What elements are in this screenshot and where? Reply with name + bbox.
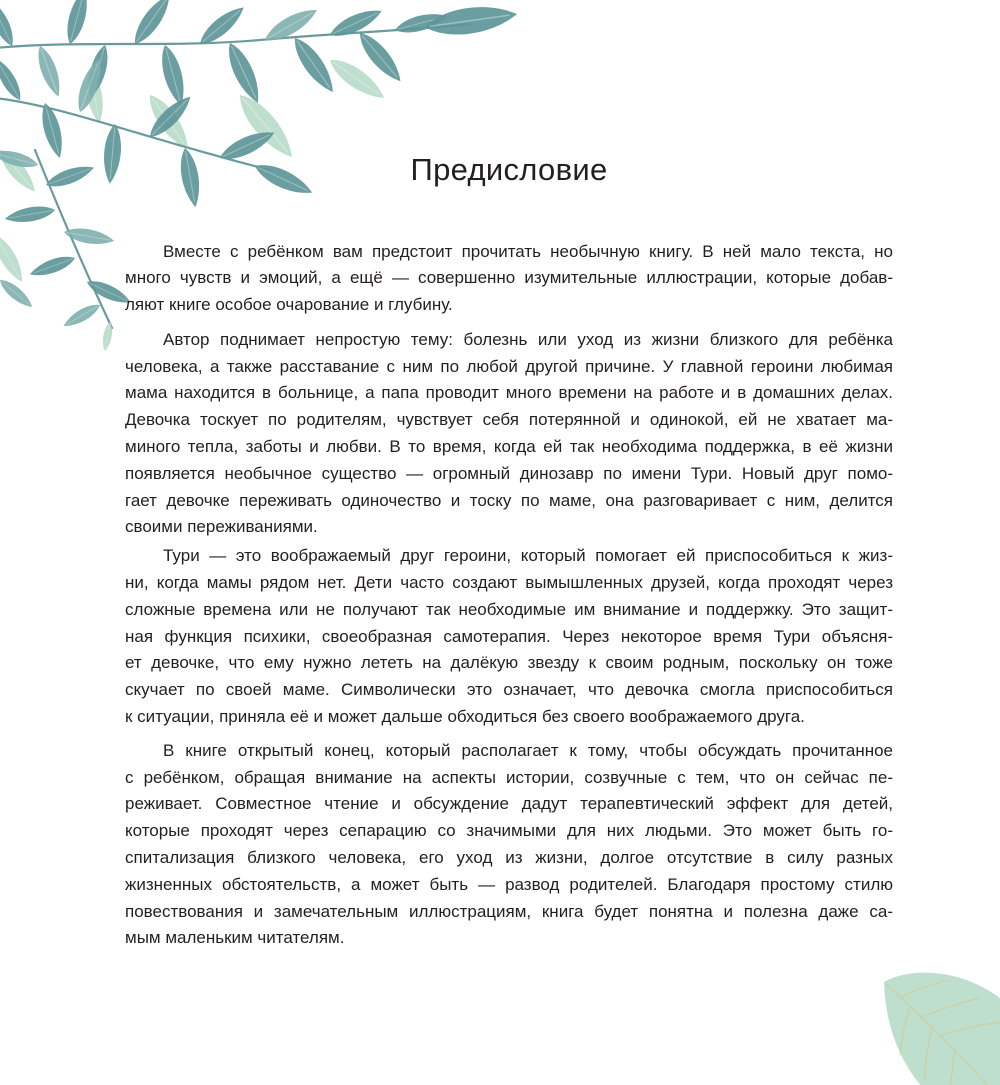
- text-line: жизненных обстоятельств, а может быть — развод родителей. Благодаря простому стилю: [125, 874, 893, 894]
- text-line: скучает по своей маме. Символически это означает, что девочка смогла приспособиться: [125, 680, 893, 700]
- text-line: появляется необычное существо — огромный динозавр по имени Тури. Новый друг помо-: [125, 463, 893, 483]
- text-line: Девочка тоскует по родителям, чувствует себя потерянной и одинокой, ей не хватает ма-: [125, 410, 893, 430]
- leaf: [327, 4, 385, 42]
- text-line: к ситуации, приняла её и может дальше обходиться без своего воображаемого друга.: [125, 707, 805, 727]
- leaf: [261, 3, 321, 47]
- text-line: Тури — это воображаемый друг героини, который помогает ей приспособиться к жиз-: [163, 546, 893, 566]
- text-line: ет девочке, что ему нужно лететь на далёкую звезду к своим родным, поскольку он тоже: [125, 653, 893, 673]
- leaf: [0, 231, 28, 285]
- text-line: мым маленьким читателям.: [125, 928, 345, 948]
- page-title: Предисловие: [410, 152, 608, 187]
- text-line: с ребёнком, обращая внимание на аспекты истории, созвучные с тем, что он сейчас пе-: [125, 767, 893, 787]
- text-line: ляют книге особое очарование и глубину.: [125, 295, 453, 315]
- text-line: реживает. Совместное чтение и обсуждение дадут терапевтический эффект для детей,: [125, 794, 893, 814]
- text-line: Автор поднимает непростую тему: болезнь или уход из жизни близкого для ребёнка: [163, 329, 893, 349]
- leaf: [102, 123, 124, 184]
- text-line: повествования и замечательным иллюстрациям, книга будет понятна и полезна даже са-: [125, 901, 893, 921]
- corner-leaf-illustration: [870, 960, 1000, 1085]
- text-line: ни, когда мамы рядом нет. Дети часто создают вымышленных друзей, когда проходят через: [125, 573, 893, 593]
- leaf: [61, 300, 103, 331]
- text-line: сложные времена или не получают так необходимые им внимание и поддержку. Это защит-: [125, 599, 893, 619]
- leaf: [0, 0, 18, 49]
- paragraph: [125, 239, 893, 319]
- text-line: В книге открытый конец, который располагает к тому, чтобы обсуждать прочитанное: [163, 740, 893, 760]
- leaf: [0, 55, 26, 103]
- text-line: миного тепла, заботы и любви. В то время, когда ей так необходима поддержка, в её жизни: [125, 437, 893, 457]
- leaf: [128, 0, 176, 49]
- text-line: человека, а также расставание с ним по любой другой причине. У главной героини любимая: [125, 356, 893, 376]
- text-line: Вместе с ребёнком вам предстоит прочитать необычную книгу. В ней мало текста, но: [163, 241, 893, 261]
- leaf: [423, 1, 519, 39]
- leaf: [63, 225, 116, 248]
- leaf: [33, 43, 65, 99]
- leaf: [44, 161, 97, 192]
- paragraph: [125, 327, 893, 541]
- text-line: ная функция психики, своеобразная самотерапия. Через некоторое время Тури объясня-: [125, 626, 893, 646]
- leaf: [0, 276, 36, 312]
- body-text: [125, 239, 893, 953]
- text-line: гает девочке переживать одиночество и тоску по маме, она разговаривает с ним, делится: [125, 490, 893, 510]
- text-line: много чувств и эмоций, а ещё — совершенно изумительные иллюстрации, которые добав-: [125, 268, 893, 288]
- text-line: мама находится в больнице, а папа проводит много времени на работе и в домашних делах.: [125, 383, 893, 403]
- leaf: [28, 252, 78, 281]
- leaf: [4, 203, 57, 226]
- text-line: своими переживаниями.: [125, 517, 318, 537]
- text-line: которые проходят через сепарацию со значимыми для них людьми. Это может быть го-: [125, 821, 893, 841]
- leaf: [62, 0, 92, 46]
- paragraph: [125, 543, 893, 731]
- leaf: [157, 43, 190, 108]
- text-line: спитализация близкого человека, его уход из жизни, долгое отсутствие в силу разных: [125, 848, 893, 868]
- paragraph: [125, 738, 893, 952]
- leaf: [884, 973, 1000, 1085]
